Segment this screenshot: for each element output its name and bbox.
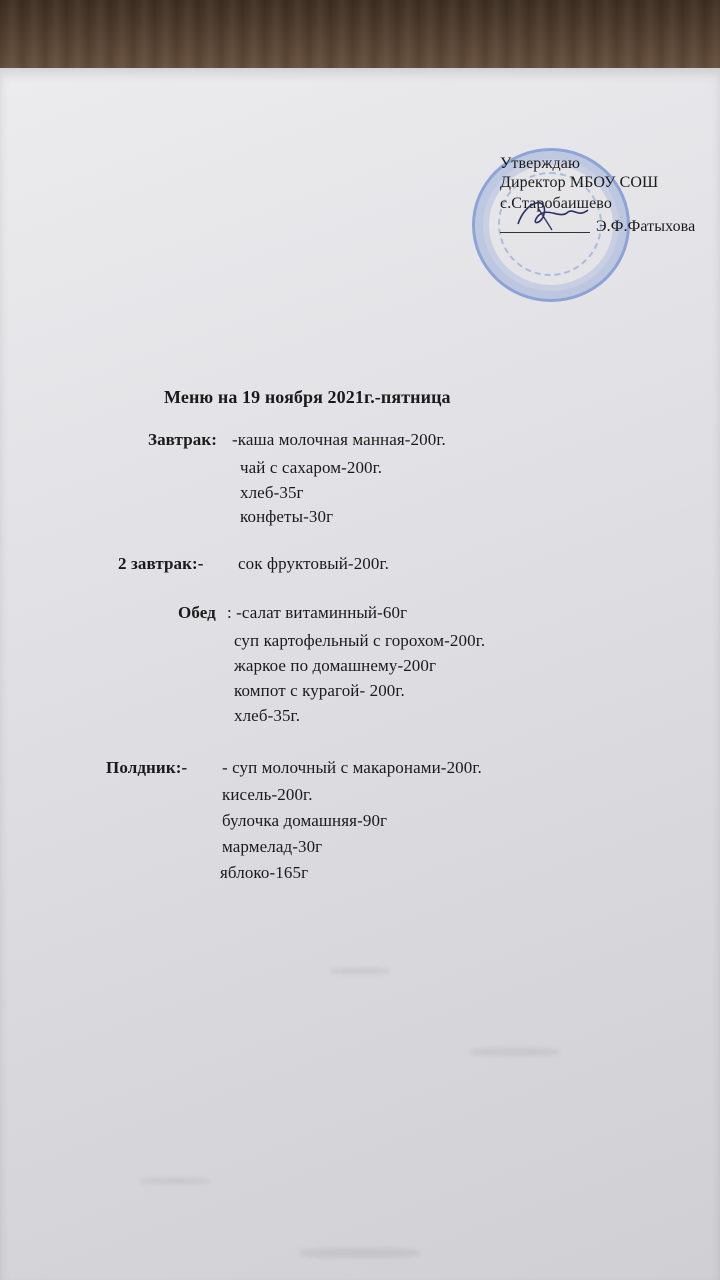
snack-label: Полдник:- [106,758,188,777]
approval-signer: Э.Ф.Фатыхова [596,218,696,235]
snack-item: яблоко-165г [220,863,309,882]
breakfast-item: хлеб-35г [240,483,304,502]
breakfast-item: чай с сахаром-200г. [240,458,383,477]
second-breakfast-item: сок фруктовый-200г. [238,554,389,573]
approval-line-3: с.Старобаишево [500,195,612,212]
menu-title: Меню на 19 ноября 2021г.-пятница [164,387,451,407]
lunch-label: Обед [178,603,216,622]
breakfast-label: Завтрак: [148,430,217,449]
second-breakfast-label: 2 завтрак:- [118,554,204,573]
approval-line-1: Утверждаю [500,155,581,172]
lunch-item: хлеб-35г. [234,706,301,725]
snack-item: - суп молочный с макаронами-200г. [222,758,482,777]
snack-item: кисель-200г. [222,785,313,804]
lunch-item: жаркое по домашнему-200г [234,656,437,675]
snack-item: мармелад-30г [222,837,323,856]
lunch-item: компот с курагой- 200г. [234,681,405,700]
lunch-item: суп картофельный с горохом-200г. [234,631,486,650]
breakfast-item: -каша молочная манная-200г. [232,430,446,449]
breakfast-item: конфеты-30г [240,507,334,526]
wooden-surface [0,0,720,74]
lunch-item: : -салат витаминный-60г [227,603,408,622]
approval-line-2: Директор МБОУ СОШ [500,174,659,191]
signature-line [500,232,590,233]
snack-item: булочка домашняя-90г [222,811,388,830]
